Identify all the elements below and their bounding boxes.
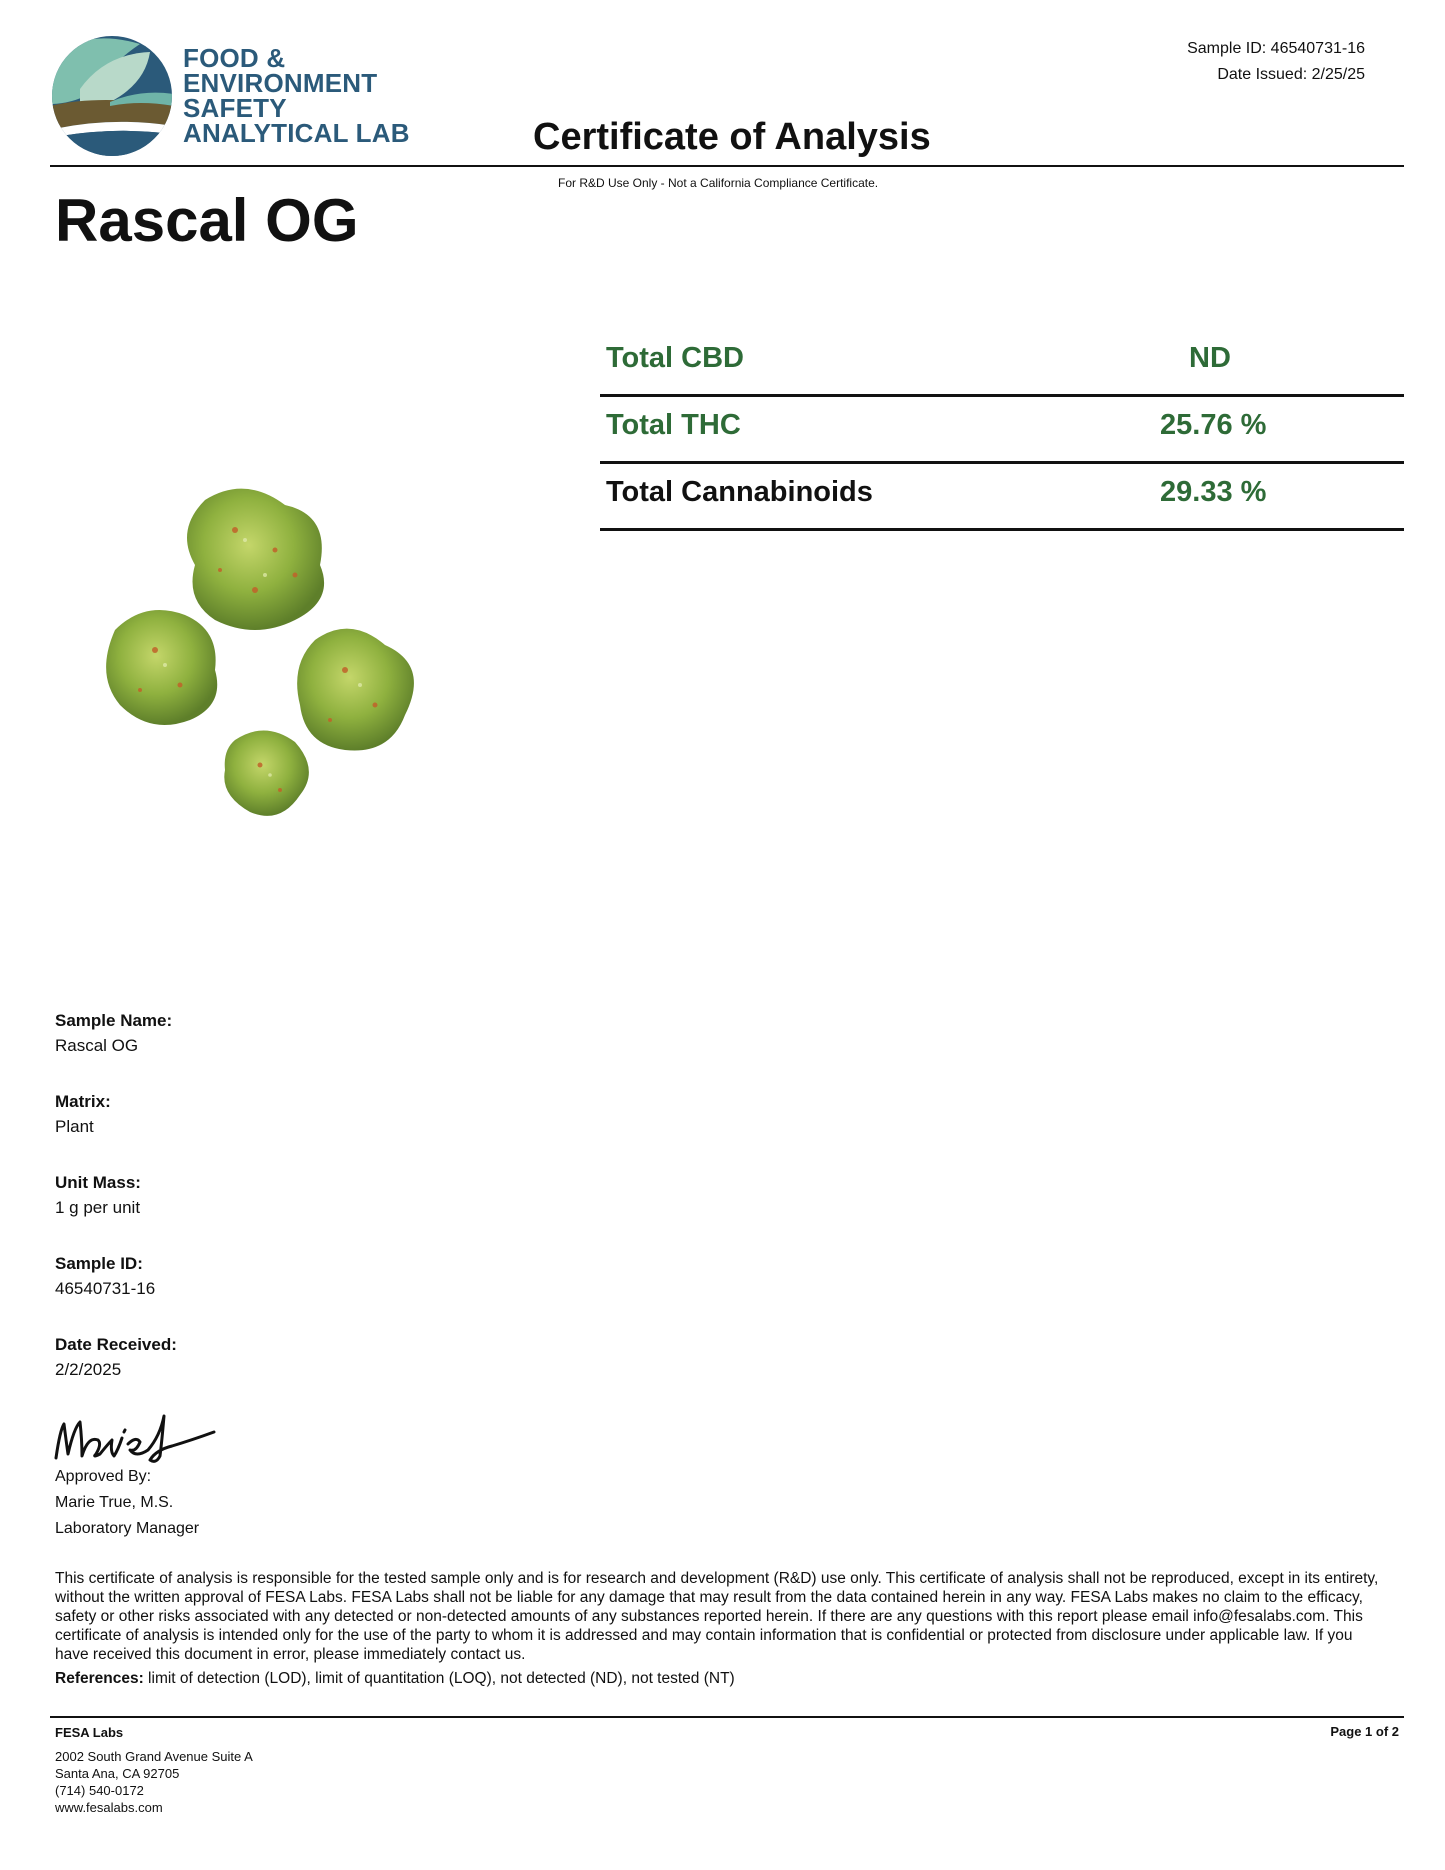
footer-phone: (714) 540-0172 [55, 1783, 144, 1798]
footer-address-line2: Santa Ana, CA 92705 [55, 1766, 180, 1781]
header-sample-id: Sample ID: 46540731-16 [1187, 40, 1365, 57]
approver-name: Marie True, M.S. [55, 1494, 174, 1511]
approver-role: Laboratory Manager [55, 1520, 200, 1537]
cannabinoid-summary [600, 330, 1404, 531]
cannabis-bud-icon [95, 480, 445, 830]
info-label: Sample Name: [55, 1011, 173, 1030]
approval-block [55, 1464, 199, 1542]
page-title: Certificate of Analysis [533, 116, 931, 158]
footer-divider [50, 1716, 1404, 1718]
summary-label: Total CBD [606, 342, 745, 374]
product-photo [95, 480, 445, 830]
info-label: Unit Mass: [55, 1173, 141, 1192]
footer-website[interactable]: www.fesalabs.com [55, 1800, 163, 1815]
logo-line: SAFETY [183, 93, 287, 123]
page-number: Page 1 of 2 [1330, 1724, 1399, 1739]
summary-row-total-cannabinoids [600, 464, 1404, 531]
sample-info [55, 1010, 177, 1415]
lab-logo-wordmark [183, 43, 410, 148]
summary-row-total-thc [600, 397, 1404, 464]
compliance-disclaimer: For R&D Use Only - Not a California Compliance Certificate. [558, 176, 879, 190]
info-value: 46540731-16 [55, 1279, 156, 1298]
info-sample-id [55, 1253, 177, 1334]
summary-label: Total Cannabinoids [606, 476, 873, 508]
footer-org: FESA Labs [55, 1725, 124, 1740]
references [55, 1670, 735, 1688]
header-divider [50, 165, 1404, 167]
info-matrix [55, 1091, 177, 1172]
references-text: limit of detection (LOD), limit of quantitation (LOQ), not detected (ND), not tested (NT) [143, 1670, 735, 1687]
logo-line: FOOD & [183, 43, 286, 73]
summary-value: ND [1189, 342, 1231, 374]
logo-line: ANALYTICAL LAB [183, 118, 410, 148]
footer-address-line1: 2002 South Grand Avenue Suite A [55, 1749, 253, 1764]
info-value: Plant [55, 1117, 94, 1136]
footer-address [55, 1724, 253, 1816]
product-name: Rascal OG [55, 187, 359, 254]
summary-row-total-cbd [600, 330, 1404, 397]
info-sample-name [55, 1010, 177, 1091]
signature-icon [52, 1410, 222, 1470]
header-meta [1187, 36, 1365, 88]
references-label: References: [55, 1670, 144, 1687]
summary-label: Total THC [606, 409, 741, 441]
info-value: 1 g per unit [55, 1198, 141, 1217]
info-value: Rascal OG [55, 1036, 139, 1055]
summary-value: 25.76 % [1160, 409, 1267, 441]
lab-logo-emblem-icon [50, 34, 174, 158]
approved-by-label: Approved By: [55, 1468, 152, 1485]
signature [52, 1410, 222, 1470]
logo-line: ENVIRONMENT [183, 68, 378, 98]
header-date-issued: Date Issued: 2/25/25 [1217, 66, 1365, 83]
summary-value: 29.33 % [1160, 476, 1267, 508]
legal-disclaimer: This certificate of analysis is responsible for the tested sample only and is for research and development (R&D) use only. This certificate of analysis shall not be reproduced, except in its entirety, without the written approval of FESA Labs. FESA Labs shall not be liable for any damage that may result from the data contained herein in any way. FESA Labs makes no claim to the efficacy, safety or other risks associated with any detected or non-detected amounts of any substances reported herein. If there are any questions with this report please email info@fesalabs.com. This certificate of analysis is intended only for the use of the party to whom it is addressed and may contain information that is confidential or protected from disclosure under applicable law. If you have received this document in error, please immediately contact us. [55, 1570, 1379, 1663]
info-date-received [55, 1334, 177, 1415]
info-value: 2/2/2025 [55, 1360, 122, 1379]
info-unit-mass [55, 1172, 177, 1253]
info-label: Date Received: [55, 1335, 177, 1354]
lab-logo [50, 34, 410, 160]
info-label: Matrix: [55, 1092, 111, 1111]
info-label: Sample ID: [55, 1254, 143, 1273]
